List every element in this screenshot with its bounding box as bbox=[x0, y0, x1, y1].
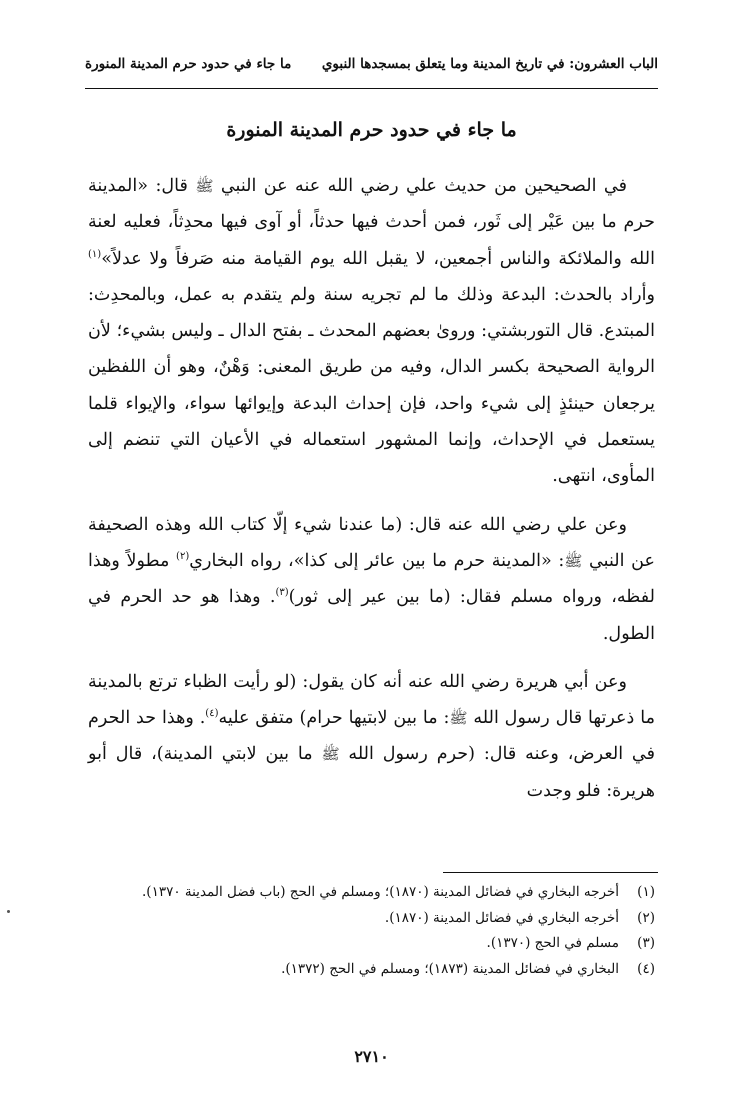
section-title: ما جاء في حدود حرم المدينة المنورة bbox=[226, 119, 517, 141]
salutation-glyph: ﷺ bbox=[321, 745, 340, 764]
paragraph-1-text-c: وأراد بالحدث: البدعة وذلك ما لم تجريه سنة ولم يتقدم به عمل، وبالمحدِث: المبتدع. قال التوربشتي: وروىٰ بعضهم المحدث ـ بفتح الدال ـ وليس بشيء؛ لأن الرواية الصحيحة بكسر الدال، وفيه من طريق المعنى: وَهْنٌ، وهو أن اللفظين يرجعان حينئذٍ إلى شيء واحد، فإن إحداث البدعة وإيوائها سواء، والإيواء قلما يستعمل في الإحداث، وإنما المشهور استعماله في الأعيان التي تنضم إلى المأوى، انتهى. bbox=[88, 284, 655, 487]
paragraph-3-text-c: . وهذا حد الحرم في العرض، وعنه قال: (حرم رسول الله bbox=[88, 708, 655, 765]
page-number: ٢٧١٠ bbox=[354, 1047, 389, 1066]
footnote-text: مسلم في الحج (١٣٧٠). bbox=[486, 935, 619, 951]
paragraph-3-text-a: وعن أبي هريرة رضي الله عنه أنه كان يقول: (لو رأيت الظباء ترتع بالمدينة ما ذعرتها قال رسول الله bbox=[88, 671, 655, 729]
paragraph-3-text-b: : ما بين لابتيها حرام) متفق عليه bbox=[218, 708, 450, 729]
footnote-text: البخاري في فضائل المدينة (١٨٧٣)؛ ومسلم في الحج (١٣٧٢). bbox=[281, 960, 619, 977]
footnote-text: أخرجه البخاري في فضائل المدينة (١٨٧٠). bbox=[384, 909, 619, 926]
footnote-3 bbox=[88, 931, 655, 957]
paragraph-1-text-b: قال: «المدينة حرم ما بين عَيْر إلى ثَور، فمن أحدث فيها حدثاً، أو آوى فيها محدِثاً، فعليه لعنة الله والملائكة والناس أجمعين، لا يقبل الله يوم القيامة منه صَرفاً ولا عدلاً» bbox=[88, 176, 655, 269]
salutation-glyph: ﷺ bbox=[195, 177, 214, 195]
footnote-number: (٢) bbox=[637, 909, 655, 926]
paragraph-2-text-d: . وهذا هو حد الحرم في الطول. bbox=[88, 587, 655, 644]
running-header-section: ما جاء في حدود حرم المدينة المنورة bbox=[85, 56, 292, 72]
footnotes bbox=[88, 880, 655, 982]
paragraph-3 bbox=[88, 664, 655, 809]
footnote-rule bbox=[443, 872, 658, 873]
paragraph-2 bbox=[88, 507, 655, 652]
paragraph-1-text-a: في الصحيحين من حديث علي رضي الله عنه عن النبي bbox=[213, 176, 627, 196]
margin-mark bbox=[7, 910, 10, 913]
running-header bbox=[85, 56, 658, 72]
footnote-text: أخرجه البخاري في فضائل المدينة (١٨٧٠)؛ ومسلم في الحج (باب فضل المدينة ١٣٧٠). bbox=[142, 884, 619, 900]
salutation-glyph: ﷺ bbox=[564, 551, 583, 570]
footnote-1 bbox=[88, 880, 655, 906]
paragraph-2-text-c: مطولاً وهذا لفظه، ورواه مسلم فقال: (ما بين عير إلى ثور) bbox=[88, 550, 655, 608]
salutation-glyph: ﷺ bbox=[449, 709, 468, 728]
body-text bbox=[88, 168, 655, 809]
paragraph-2-text-a: وعن علي رضي الله عنه قال: (ما عندنا شيء إلّا كتاب الله وهذه الصحيفة عن النبي bbox=[88, 514, 656, 571]
footnote-ref-3[interactable]: (٣) bbox=[275, 587, 289, 599]
footnote-ref-1[interactable]: (١) bbox=[88, 248, 102, 260]
footnote-number: (١) bbox=[637, 884, 655, 900]
paragraph-3-text-d: ما بين لابتي المدينة)، قال أبو هريرة: فلو وجدت bbox=[88, 744, 655, 801]
footnote-2 bbox=[88, 906, 655, 932]
header-rule bbox=[85, 88, 658, 89]
footnote-ref-2[interactable]: (٢) bbox=[176, 551, 190, 563]
footnote-ref-4[interactable]: (٤) bbox=[205, 708, 219, 720]
footnote-4 bbox=[88, 957, 655, 983]
paragraph-1 bbox=[88, 168, 655, 495]
footnote-number: (٣) bbox=[637, 935, 655, 951]
footnote-number: (٤) bbox=[637, 960, 655, 977]
paragraph-2-text-b: : «المدينة حرم ما بين عائر إلى كذا»، رواه البخاري bbox=[189, 550, 565, 571]
running-header-chapter: الباب العشرون: في تاريخ المدينة وما يتعلق بمسجدها النبوي bbox=[321, 56, 658, 72]
